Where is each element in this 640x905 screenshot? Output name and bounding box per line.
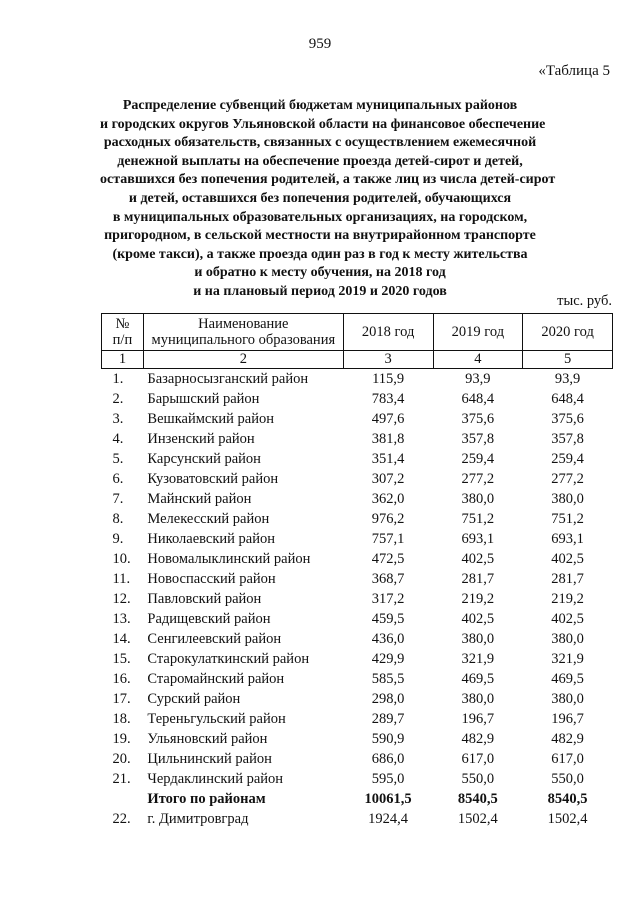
table-row [102, 749, 613, 769]
column-header-name-line1: Наименование [198, 316, 289, 332]
value-2018: 595,0 [371, 771, 405, 787]
table-row [102, 369, 613, 390]
row-number: 14. [112, 631, 131, 647]
table-row [102, 689, 613, 709]
column-header-number-line2: п/п [112, 332, 133, 348]
table-row [102, 669, 613, 689]
value-2018: 472,5 [371, 551, 405, 567]
value-2019: 402,5 [461, 551, 495, 567]
value-2018: 783,4 [371, 391, 405, 407]
row-number: 17. [112, 691, 131, 707]
municipality-name: Тереньгульский район [147, 711, 286, 727]
table-row [102, 569, 613, 589]
municipality-name: Кузоватовский район [147, 471, 279, 487]
value-2018: 298,0 [371, 691, 405, 707]
value-2018: 10061,5 [364, 791, 412, 807]
table-row [102, 649, 613, 669]
value-2018: 976,2 [371, 511, 405, 527]
title-line: в муниципальных образовательных организациях, на городском, [112, 209, 528, 225]
title-line: и детей, оставшихся без попечения родителей, обучающихся [128, 190, 512, 206]
value-2018: 1924,4 [368, 811, 409, 827]
page-number: 959 [308, 36, 332, 52]
column-index-row [102, 351, 613, 369]
value-2019: 693,1 [461, 531, 495, 547]
row-number: 7. [112, 491, 124, 507]
title-line: расходных обязательств, связанных с осуществлением ежемесячной [103, 135, 537, 151]
municipality-name: Барышский район [147, 391, 260, 407]
column-header-name [143, 314, 343, 351]
municipality-name: Вешкаймский район [147, 411, 274, 427]
value-2019: 93,9 [465, 371, 491, 387]
column-index-cell: 4 [433, 351, 523, 369]
row-number: 22. [112, 811, 131, 827]
value-2018: 585,5 [371, 671, 405, 687]
row-number: 10. [112, 551, 131, 567]
municipality-name: Майнский район [147, 491, 252, 507]
table-row [102, 709, 613, 729]
municipality-name: Ульяновский район [147, 731, 268, 747]
title-line: пригородном, в сельской местности на внутрирайонном транспорте [104, 228, 536, 244]
value-2020: 402,5 [551, 611, 584, 627]
row-number: 16. [112, 671, 131, 687]
row-number: 3. [112, 411, 124, 427]
municipality-name: Новоспасский район [147, 571, 276, 587]
value-2019: 402,5 [461, 611, 495, 627]
value-2018: 381,8 [371, 431, 405, 447]
municipality-name: Чердаклинский район [147, 771, 284, 787]
municipality-name: Базарносызганский район [147, 371, 309, 387]
value-2020: 402,5 [551, 551, 584, 567]
table-row [102, 409, 613, 429]
value-2020: 219,2 [551, 591, 584, 607]
table-body [102, 369, 613, 830]
value-2019: 380,0 [461, 691, 495, 707]
column-header-2020: 2020 год [523, 314, 613, 351]
value-2020: 693,1 [551, 531, 584, 547]
row-number: 15. [112, 651, 131, 667]
row-number: 2. [112, 391, 124, 407]
value-2018: 307,2 [371, 471, 405, 487]
table-row [102, 489, 613, 509]
value-2019: 617,0 [461, 751, 495, 767]
value-2020: 259,4 [551, 451, 584, 467]
value-2020: 375,6 [551, 411, 584, 427]
row-number: 12. [112, 591, 131, 607]
value-2019: 277,2 [461, 471, 495, 487]
value-2018: 686,0 [371, 751, 405, 767]
value-2019: 751,2 [461, 511, 495, 527]
value-2020: 277,2 [551, 471, 584, 487]
value-2019: 469,5 [461, 671, 495, 687]
column-header-name-line2: муниципального образования [151, 332, 336, 348]
table-row [102, 629, 613, 649]
value-2018: 757,1 [371, 531, 405, 547]
column-index-cell: 5 [523, 351, 613, 369]
value-2018: 429,9 [371, 651, 405, 667]
value-2018: 115,9 [372, 371, 405, 387]
column-index-cell: 1 [102, 351, 144, 369]
value-2020: 648,4 [551, 391, 584, 407]
row-number: 1. [112, 371, 124, 387]
table-header-row [102, 314, 613, 351]
title-line: и обратно к месту обучения, на 2018 год [194, 265, 446, 281]
value-2018: 459,5 [371, 611, 405, 627]
value-2018: 368,7 [371, 571, 405, 587]
title-line: оставшихся без попечения родителей, а также лиц из числа детей-сирот [100, 172, 556, 188]
value-2020: 8540,5 [547, 791, 588, 807]
value-2018: 351,4 [371, 451, 405, 467]
column-header-number-line1: № [115, 316, 130, 332]
value-2020: 196,7 [551, 711, 584, 727]
title-line: (кроме такси), а также проезда один раз в год к месту жительства [112, 246, 528, 262]
municipality-name: Итого по районам [147, 791, 266, 807]
table-row [102, 729, 613, 749]
value-2020: 482,9 [551, 731, 584, 747]
column-index-cell: 2 [143, 351, 343, 369]
municipality-name: Павловский район [147, 591, 262, 607]
value-2020: 281,7 [551, 571, 584, 587]
column-index-cell: 3 [343, 351, 433, 369]
row-number: 20. [112, 751, 131, 767]
table-row [102, 549, 613, 569]
title-line: и на плановый период 2019 и 2020 годов [193, 283, 447, 299]
value-2018: 289,7 [371, 711, 405, 727]
value-2020: 357,8 [551, 431, 584, 447]
value-2020: 93,9 [554, 371, 581, 387]
row-number: 6. [112, 471, 124, 487]
value-2018: 436,0 [371, 631, 405, 647]
municipality-name: Карсунский район [147, 451, 261, 467]
value-2020: 321,9 [551, 651, 584, 667]
municipality-name: Старомайнский район [147, 671, 285, 687]
table-row [102, 609, 613, 629]
table-row [102, 449, 613, 469]
value-2020: 550,0 [551, 771, 584, 787]
value-2019: 648,4 [461, 391, 495, 407]
title-line: денежной выплаты на обеспечение проезда детей-сирот и детей, [117, 153, 523, 169]
value-2019: 1502,4 [457, 811, 498, 827]
row-number: 13. [112, 611, 131, 627]
document-title [100, 97, 556, 302]
value-2018: 317,2 [371, 591, 405, 607]
table-total-row [102, 789, 613, 809]
municipality-name: Цильнинский район [147, 751, 272, 767]
value-2019: 380,0 [461, 631, 495, 647]
table-row [102, 429, 613, 449]
value-2019: 380,0 [461, 491, 495, 507]
table-row [102, 469, 613, 489]
value-2019: 482,9 [461, 731, 495, 747]
value-2018: 362,0 [371, 491, 405, 507]
table-row [102, 529, 613, 549]
table-row [102, 589, 613, 609]
row-number: 18. [112, 711, 131, 727]
table-reference: «Таблица 5 [538, 63, 610, 79]
value-2019: 550,0 [461, 771, 495, 787]
municipality-name: г. Димитровград [147, 811, 249, 827]
value-2019: 321,9 [461, 651, 495, 667]
table-row [102, 809, 613, 829]
value-2019: 196,7 [461, 711, 495, 727]
row-number: 5. [112, 451, 124, 467]
value-2019: 259,4 [461, 451, 495, 467]
title-line: и городских округов Ульяновской области на финансовое обеспечение [100, 116, 546, 132]
value-2020: 751,2 [551, 511, 584, 527]
row-number [102, 789, 144, 809]
value-2019: 219,2 [461, 591, 495, 607]
value-2019: 357,8 [461, 431, 495, 447]
row-number: 9. [112, 531, 124, 547]
municipality-name: Сенгилеевский район [147, 631, 282, 647]
table-row [102, 769, 613, 789]
municipality-name: Мелекесский район [147, 511, 270, 527]
row-number: 21. [112, 771, 131, 787]
title-line: Распределение субвенций бюджетам муниципальных районов [122, 98, 518, 113]
value-2018: 590,9 [371, 731, 405, 747]
column-header-2019: 2019 год [433, 314, 523, 351]
table-row [102, 389, 613, 409]
value-2020: 469,5 [551, 671, 584, 687]
value-2019: 8540,5 [457, 791, 498, 807]
value-2020: 380,0 [551, 691, 584, 707]
value-2019: 375,6 [461, 411, 495, 427]
units-label: тыс. руб. [557, 293, 612, 309]
value-2020: 617,0 [551, 751, 584, 767]
row-number: 11. [112, 571, 131, 587]
value-2020: 380,0 [551, 631, 584, 647]
municipality-name: Новомалыклинский район [147, 551, 311, 567]
row-number: 8. [112, 511, 124, 527]
value-2019: 281,7 [461, 571, 495, 587]
municipality-name: Старокулаткинский район [147, 651, 310, 667]
value-2020: 380,0 [551, 491, 584, 507]
column-header-number [102, 314, 144, 351]
subsidy-table [101, 313, 613, 829]
row-number: 4. [112, 431, 124, 447]
column-header-2018: 2018 год [343, 314, 433, 351]
municipality-name: Инзенский район [147, 431, 255, 447]
row-number: 19. [112, 731, 131, 747]
value-2020: 1502,4 [547, 811, 588, 827]
value-2018: 497,6 [371, 411, 405, 427]
municipality-name: Николаевский район [147, 531, 275, 547]
municipality-name: Радищевский район [147, 611, 271, 627]
municipality-name: Сурский район [147, 691, 241, 707]
table-row [102, 509, 613, 529]
